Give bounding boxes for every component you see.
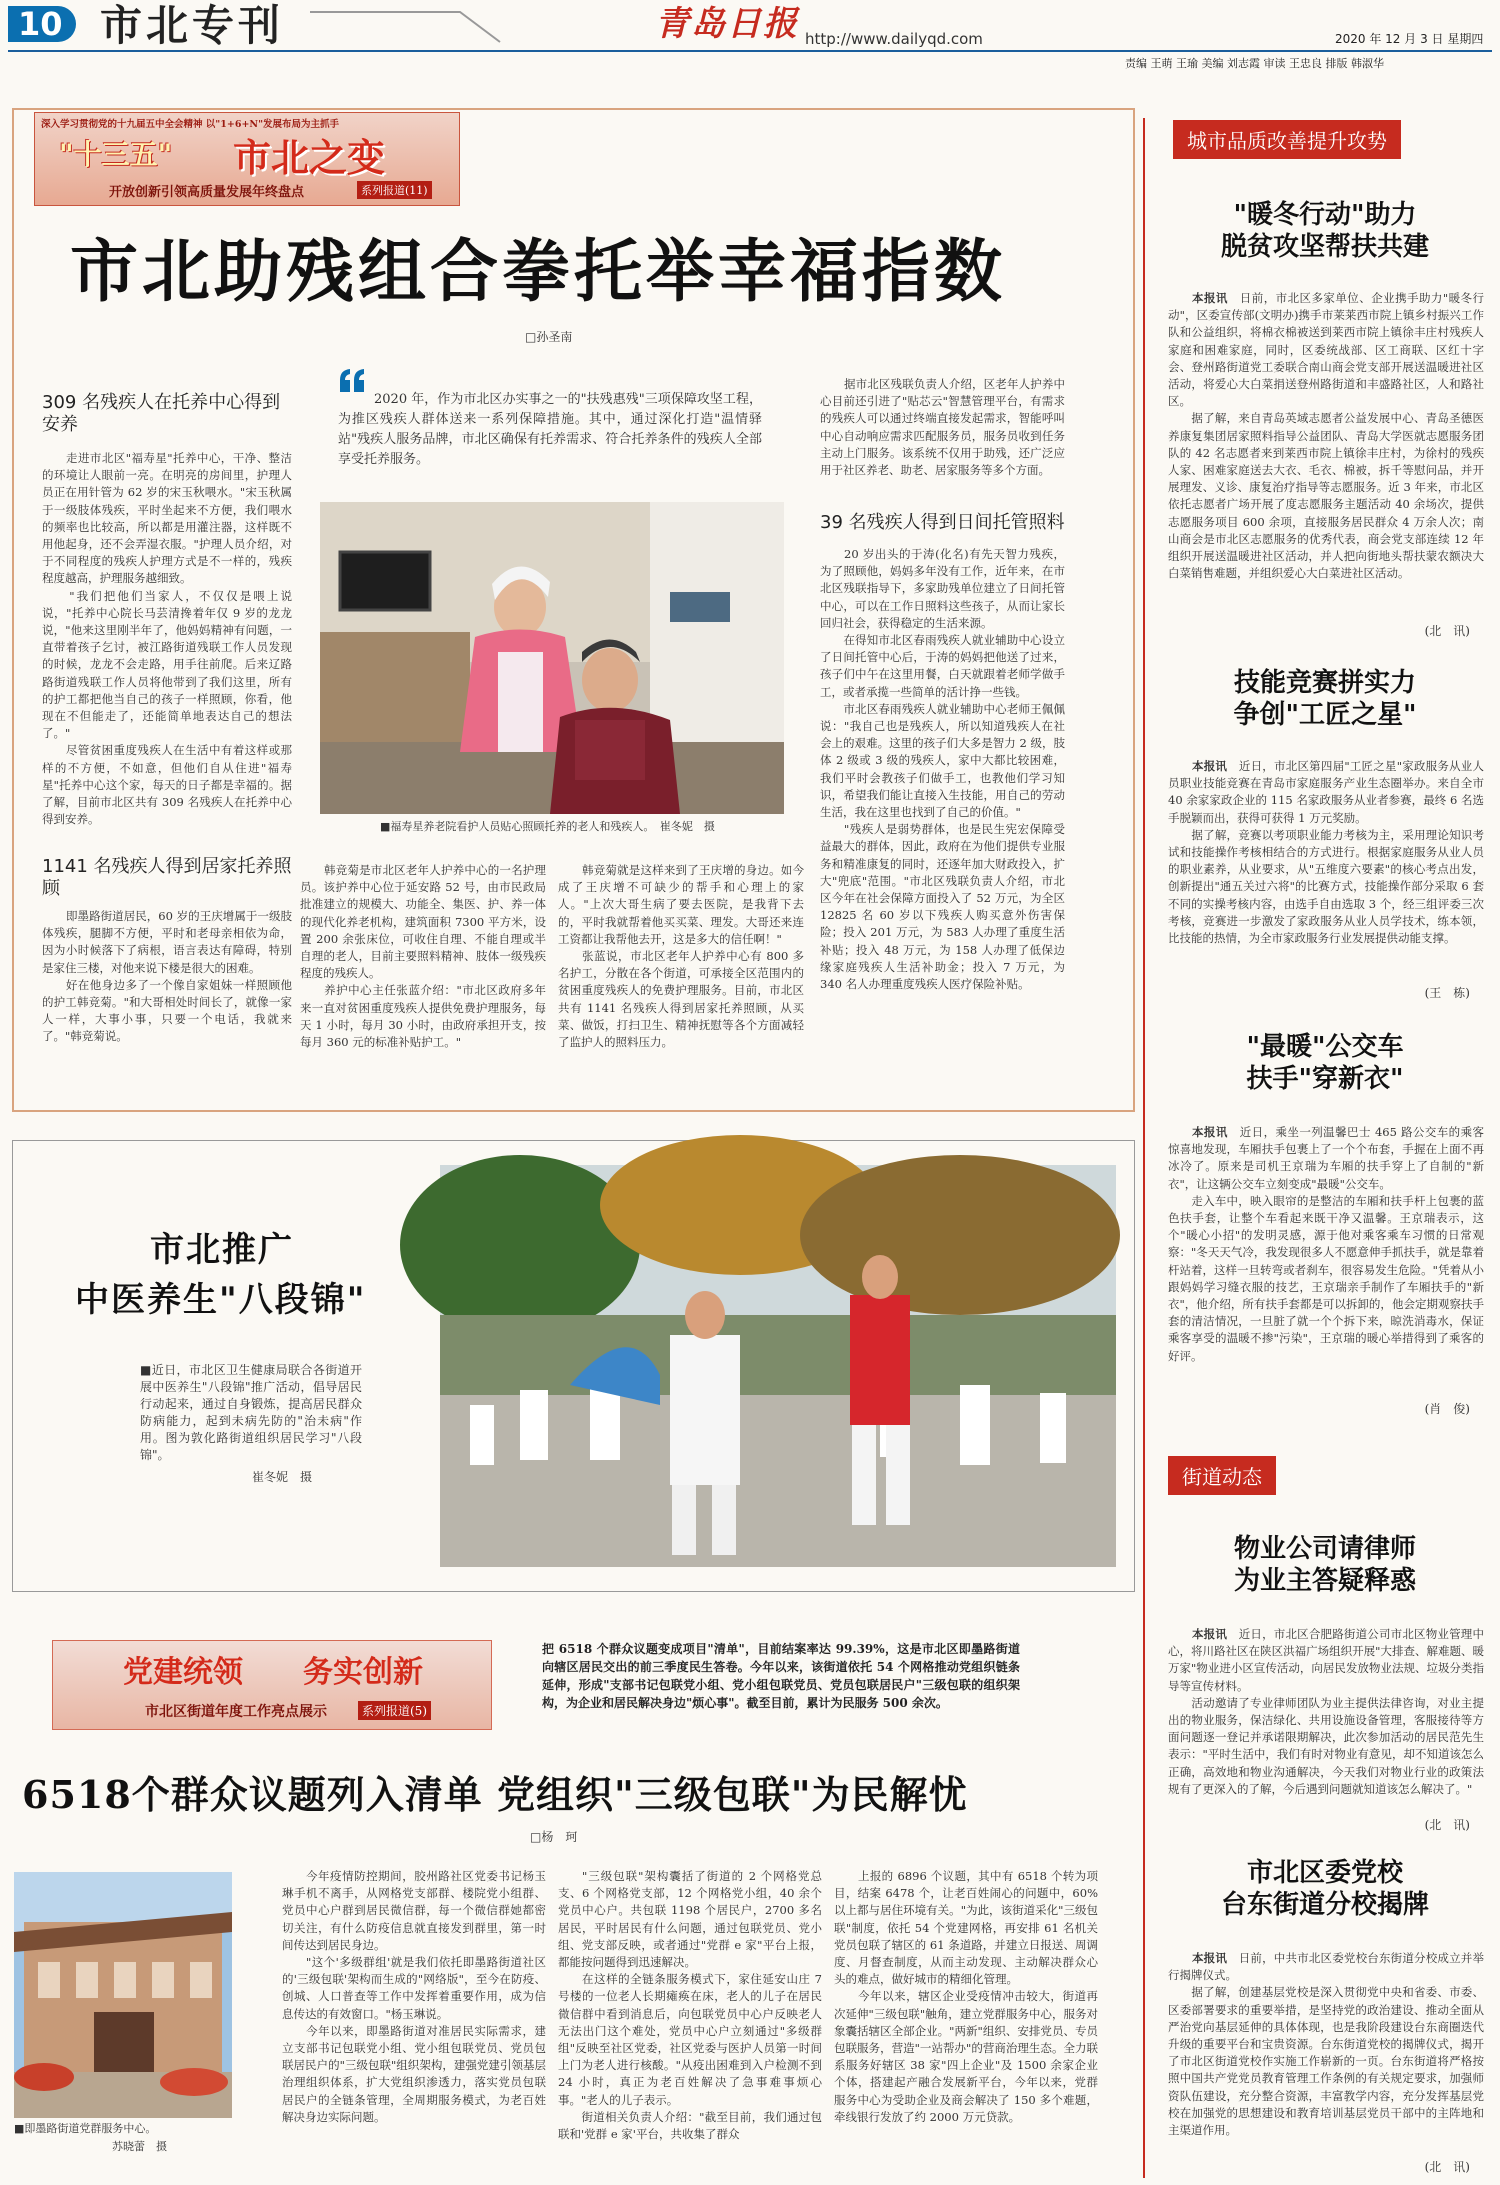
article5-title-2: 台东街道分校揭牌 <box>1220 1890 1429 1920</box>
article3-body <box>1168 1124 1484 1390</box>
lead-headline: 市北助残组合拳托举幸福指数 <box>70 232 1007 312</box>
banner2-title-b: 务实创新 <box>303 1655 423 1690</box>
page-number-box <box>8 6 76 42</box>
banner2-intro: 把 6518 个群众议题变成项目"清单"，目前结案率达 99.39%，这是市北区即墨路街道向辖区居民交出的前三季度民生答卷。今年以来，该街道依托 54 个网格推动党组织链条延伸，形成"支部书记包联党小组、党小组包联党员、党员包联居民户"三级包联的组织架构，为企业和居民解决身边"烦心事"。截至目前，累计为民服务 500 余次。 <box>542 1642 1020 1710</box>
second-author: □杨 珂 <box>530 1830 578 1844</box>
service-photo-credit: 苏晓蕾 摄 <box>112 2140 167 2153</box>
banner2-line2: 市北区街道年度工作亮点展示 <box>145 1704 327 1720</box>
baduanjin-credit: 崔冬妮 摄 <box>252 1470 313 1484</box>
article5-title-1: 市北区委党校 <box>1246 1858 1403 1888</box>
lead-author: □孙圣南 <box>525 330 573 344</box>
lead-col2b: 韩竞菊是市北区老年人护养中心的一名护理员。该护养中心位于延安路 52 号，由市民政局批准建立的规模大、功能全、集医、护、养一体的现代化养老机构，建筑面积 7300 平方米，设置 200 余张床位，可收住自理、不能自理或半自理的老人，目前主要照料精神、肢体一级残疾程度的残疾人。 养护中心主任张蓝介绍："市北区政府多年来一直对贫困重度残疾人提供免费护理服务，每天 1 小时，每月 30 小时，由政府承担开支，按每月 360 元的标准补贴护工。" <box>300 863 546 1050</box>
article2-title-2: 争创"工匠之星" <box>1233 700 1417 730</box>
care-photo-svg <box>320 502 784 814</box>
banner-line1: 深入学习贯彻党的十九届五中全会精神 以"1+6+N"发展布局为主抓手 <box>41 119 340 130</box>
baduanjin-title-2: 中医养生"八段锦" <box>75 1280 367 1320</box>
service-center-photo-svg <box>14 1872 232 2118</box>
lead-intro: 2020 年，作为市北区办实事之一的"扶残惠残"三项保障攻坚工程，为推区残疾人群体送来一系列保障措施。其中，通过深化打造"温情驿站"残疾人服务品牌，市北区确保有托养需求、符合托养条件的残疾人全部享受托养服务。 <box>338 392 762 467</box>
article3-sig: (肖 俊) <box>1424 1402 1470 1416</box>
article3-lead: 本报讯 <box>1192 1125 1228 1139</box>
article3-title-1: "最暖"公交车 <box>1246 1032 1404 1062</box>
second-col2: "三级包联"架构囊括了街道的 2 个网格党总支、6 个网格党支部，12 个网格党小组，40 余个党员中心户。共包联 1198 个居民户，2700 多名居民，平时居民有什么问题，通过包联党员、党小组、党支部反映，或者通过"党群 e 家"平台上报，都能按问题得到迅速解决。 在这样的全链条服务模式下，家住延安山庄 7 号楼的一位老人长期瘫痪在床，老人的儿子在居民微信群中看到消息后，向包联党员中心户反映老人无法出门这个难处，党员中心户立刻通过"多级群组"反映至社区党委，社区党委与医护人员第一时间上门为老人进行核酸。"从疫出困难到入户检测不到 24 小时，真正为老百姓解决了急事难事烦心事。"老人的儿子表示。 街道相关负责人介绍："截至目前，我们通过包联和'党群 e 家'平台，共收集了群众 <box>558 1869 822 2142</box>
article5-body <box>1168 1950 1484 2156</box>
banner2-title-a: 党建统领 <box>123 1655 243 1690</box>
page-number: 10 <box>18 5 63 43</box>
masthead-rule <box>8 50 1492 52</box>
article1-title-1: "暖冬行动"助力 <box>1233 200 1417 230</box>
article1-body <box>1168 290 1484 620</box>
article2-title-1: 技能竞赛拼实力 <box>1233 668 1416 698</box>
care-photo <box>320 502 784 814</box>
article5-lead: 本报讯 <box>1192 1951 1228 1965</box>
subhead-3: 39 名残疾人得到日间托管照料 <box>820 512 1065 533</box>
article1-text: 日前，市北区多家单位、企业携手助力"暖冬行动"，区委宣传部(文明办)携手市莱莱西市院上镇乡村振兴工作队和公益组织，将棉衣棉被送到莱西市院上镇徐丰庄村残疾人家庭和困难家庭，同时，区委统战部、区工商联、区红十字会、登州路街道党工委联合南山商会党支部开展送温暖进社区活动，将爱心大白菜捐送登州路街道和丰盛路社区，人和路社区。 据了解，来自青岛英域志愿者公益发展中心、青岛圣德医养康复集团居家照料指导公益团队、青岛大学医就志愿服务团队的 42 名志愿者来到莱西市院上镇徐丰庄村，为徐村的残疾人家、困难家庭送去大衣、毛衣、棉被，拆千等慰问品，并开展理发、义诊、康复治疗指导等志愿服务。近 3 年来，市北区依托志愿者广场开展了度志愿服务主题活动 40 余场次，提供志愿服务项目 600 余项，直接服务居民群众 4 万余人次；南山商会是市北区志愿服务的优秀代表，商会党支部连续 12 年组织开展送温暖进社区活动，并人把向街地头帮扶蒙农额决大白菜销售难题，并组织爱心大白菜进社区活动。 <box>1168 291 1485 581</box>
article4-title-1: 物业公司请律师 <box>1233 1534 1416 1564</box>
banner-title: 市北之变 <box>233 135 386 180</box>
lead-col1: 走进市北区"福寿星"托养中心，干净、整洁的环境让人眼前一亮。在明亮的房间里，护理人员正在用针管为 62 岁的宋玉秋喂水。"宋玉秋属于一级肢体残疾，平时坐起来不方便，我们喂水的频率也比较高，所以都是用灌注器，这样既不用他起身，还不会弄湿衣服。"护理人员介绍，对于不同程度的残疾人护理方式是不一样的，残疾程度越高，护理服务越细致。 "我们把他们当家人，不仅仅是喂上说说，"托养中心院长马芸清搀着年仅 9 岁的龙龙说，"他来这里刚半年了，他妈妈精神有问题，一直带着孩子乞讨，被江路街道残联工作人员发现的时候，龙龙不会走路，用手往前爬。后来辽路路街道残联工作人员将他带到了我们这里，所有的护工都把他当自己的孩子一样照顾，你看，他现在不但能走了，还能简单地表达自己的想法了。" 尽管贫困重度残疾人在生活中有着这样或那样的不方便，不如意，但他们自从住进"福寿星"托养中心这个家，每天的日子都是幸福的。据了解，目前市北区共有 309 名残疾人在托养中心得到安养。 <box>42 451 292 827</box>
baduanjin-title-1: 市北推广 <box>150 1230 294 1270</box>
banner-line3: 开放创新引领高质量发展年终盘点 <box>109 185 305 200</box>
article1-title-2: 脱贫攻坚帮扶共建 <box>1220 232 1429 262</box>
service-photo-caption: ■即墨路街道党群服务中心。 <box>14 2122 157 2135</box>
editor-credits: 责编 王萌 王瑜 美编 刘志霞 审读 王忠良 排版 韩淑华 <box>1125 57 1384 70</box>
banner-series-tag: 系列报道(11) <box>357 181 432 199</box>
banner-title-quote: "十三五" <box>59 138 173 171</box>
lead-col4b: 20 岁出头的于涛(化名)有先天智力残疾，为了照顾他，妈妈多年没有工作，近年来，在市北区残联指导下，多家助残单位建立了日间托管中心，可以在工作日照料这些孩子，从而让家长回归社会，获得稳定的生活来源。 在得知市北区春雨残疾人就业辅助中心设立了日间托管中心后，于涛的妈妈把他送了过来，孩子们中午在这里用餐，白天就跟着老师学做手工，或者承揽一些简单的活计挣一些钱。 市北区春雨残疾人就业辅助中心老师王佩佩说："我自己也是残疾人，所以知道残疾人在社会上的艰难。这里的孩子们大多是智力 2 级，肢体 2 级或 3 级的残疾人，家中大都比较困难，我们平时会教孩子们做手工，也教他们学习知识，希望我们能让直接入生技能，用自己的劳动生活，我在这里也找到了自己的价值。" "残疾人是弱势群体，也是民生宪宏保障受益最大的群体，因此，政府在为他们提供专业服务和精准康复的同时，还逐年加大财政投入，扩大"兜底"范围。"市北区残联负责人介绍，市北区今年在社会保障方面投入了 52 万元，为全区 12825 名 60 岁以下残疾人购买意外伤害保险；投入 201 万元，为 583 人办理了重度生活补贴；投入 48 万元，为 158 人办理了低保边缘家庭残疾人生活补助金；投入 7 万元，为 340 名人办理重度残疾人医疗保险补贴。 <box>820 547 1065 992</box>
series-banner-2 <box>52 1640 492 1730</box>
article4-title-2: 为业主答疑释惑 <box>1233 1566 1416 1596</box>
section-header-city: 城市品质改善提升攻势 <box>1173 120 1401 159</box>
masthead-divider <box>310 10 510 44</box>
article4-sig: (北 讯) <box>1424 1818 1470 1832</box>
lead-col3b: 韩竞菊就是这样来到了王庆增的身边。如今成了王庆增不可缺少的帮手和心理上的家人。"上次大哥生病了要去医院，是我背下去的，平时我就帮着他买买菜、理发。大哥还来连工资都让我帮他去开，这是多大的信任啊！" 张蓝说，市北区老年人护养中心有 800 多名护工，分散在各个街道，可承接全区范围内的贫困重度残疾人的免费护理服务。目前，市北区共有 1141 名残疾人得到居家托养照顾，从买菜、做饭，打扫卫生、精神抚慰等各个方面减轻了监护人的照料压力。 <box>558 863 804 1050</box>
section-name: 市北专刊 <box>100 1 285 50</box>
second-headline: 6518个群众议题列入清单 党组织"三级包联"为民解忧 <box>22 1772 968 1817</box>
article5-sig: (北 讯) <box>1424 2160 1470 2174</box>
second-col3: 上报的 6896 个议题，其中有 6518 个转为项目，结案 6478 个，让老百姓闹心的问题中，60%以上都与居住环境有关。"为此，该街道采化"三级包联"制度，依托 54 个党建网格，再安排 61 名机关党员包联了辖区的 61 条道路，并建立日报送、周调度、月督查制度，从而主动发现、主动解决群众心头的难点，做好城市的精细化管理。 今年以来，辖区企业受疫情冲击较大，街道再次延伸"三级包联"触角，建立党群服务中心，服务对象囊括辖区全部企业。"两新"组织、安排党员、专员包联服务，营造"一站帮办"的营商治理生态。全力联系服务好辖区 38 家"四上企业"及 1500 余家企业个体，搭建起产融合发展新平台，今年以来，党群服务中心为受助企业及商会解决了 150 多个难题，牵线银行发放了约 2000 万元贷款。 <box>834 1869 1098 2124</box>
second-col1: 今年疫情防控期间，胶州路社区党委书记杨玉琳手机不离手，从网格党支部群、楼院党小组群、党员中心户群到居民微信群，每一个微信群她都密切关注，有什么防疫信息就直接发到群里，第一时间传达到居民身边。 "这个'多级群组'就是我们依托即墨路街道社区的'三级包联'架构而生成的"网络版"，至今在防疫、创城、人口普查等工作中发挥着重要作用，成为信息传达的有效窗口。"杨玉琳说。 今年以来，即墨路街道对准居民实际需求，建立支部书记包联党小组、党小组包联党员、党员包联居民户的"三级包联"组织架构，建强党建引领基层治理组织体系，扩大党组织渗透力，落实党员包联居民户的全链条管理，全周期服务模式，为老百姓解决身边实际问题。 <box>282 1869 546 2124</box>
article3-title-2: 扶手"穿新衣" <box>1246 1064 1404 1094</box>
paper-logo: 青岛日报 <box>655 4 799 44</box>
section-header-street: 街道动态 <box>1168 1456 1276 1495</box>
article5-text: 日前，中共市北区委党校台东街道分校成立并举行揭牌仪式。 据了解，创建基层党校是深入贯彻党中央和省委、市委、区委部署要求的重要举措，是坚持党的政治建设、推动全面从严治党向基层延伸的具体体现，也是我阶段建设台东商圈迭代升级的重要平台和宝贵资源。台东街道党校的揭牌仪式，揭开了市北区街道党校作实施工作崭新的一页。台东街道将严格按照中国共产党党员教育管理工作条例的有关规定要求，加强师资队伍建设，充分整合资源，丰富教学内容，充分发挥基层党校在加强党的思想建设和教育培训基层党员干部中的主阵地和主渠道作用。 <box>1168 1951 1484 2138</box>
article2-text: 近日，市北区第四届"工匠之星"家政服务从业人员职业技能竞赛在青岛市家庭服务产业生态圈举办。来自全市 40 余家家政企业的 115 名家政服务从业者参赛，最终 6 名选手脱颖而出，获得可获得 1 万元奖励。 据了解，竞赛以考项职业能力考核为主，采用理论知识考试和技能操作考核相结合的方式进行。根据家庭服务从业人员的职业素养，从业要求，从"五维度六要素"的核心考点出发，创新提出"通五关过六将"的比赛方式，技能操作部分采取 6 套不同的实操考核内容，由选手自由选取 3 个，经三组评委三次考核，竞赛进一步激发了家政服务从业人员学技术，练本领，比技能的热情，为全市家政服务行业发展提供动能支撑。 <box>1168 759 1485 946</box>
right-column-rule <box>1143 118 1145 2178</box>
baduanjin-caption: ■近日，市北区卫生健康局联合各街道开展中医养生"八段锦"推广活动，倡导居民行动起来，通过自身锻炼，提高居民群众防病能力，起到未病先防的"治未病"作用。图为敦化路街道组织居民学习"八段锦"。 <box>140 1363 362 1462</box>
baduanjin-photo <box>440 1165 1116 1567</box>
subhead-1: 309 名残疾人在托养中心得到安养 <box>42 392 281 435</box>
article2-body <box>1168 758 1484 980</box>
care-photo-caption: ■福寿星养老院看护人员贴心照顾托养的老人和残疾人。 崔冬妮 摄 <box>380 820 715 833</box>
issue-date: 2020 年 12 月 3 日 星期四 <box>1335 32 1484 46</box>
baduanjin-photo-svg <box>440 1165 1116 1567</box>
subhead-2: 1141 名残疾人得到居家托养照顾 <box>42 856 292 899</box>
article2-lead: 本报讯 <box>1192 759 1228 773</box>
article4-lead: 本报讯 <box>1192 1627 1228 1641</box>
article3-text: 近日，乘坐一列温馨巴士 465 路公交车的乘客惊喜地发现，车厢扶手包裹上了一个个布套，手握在上面不再冰冷了。原来是司机王京瑞为车厢的扶手穿上了自制的"新衣"，让这辆公交车立刻变成"最暖"公交车。 走入车中，映入眼帘的是整洁的车厢和扶手杆上包裹的蓝色扶手套，让整个车看起来既干净又温馨。王京瑞表示，这个"暖心小招"的发明灵感，源于他对乘客乘车习惯的日常观察："冬天天气冷，我发现很多人不愿意伸手抓扶手，就是靠着杆站着，这样一旦转弯或者刹车，很容易发生危险。"凭着从小跟妈妈学习缝衣服的技艺，王京瑞亲手制作了车厢扶手的"新衣"，他介绍，所有扶手套都是可以拆卸的，他会定期观察扶手套的清洁情况，一旦脏了就一个个拆下来，晾洗消毒水，保证乘客享受的温暖不掺"污染"，王京瑞的暖心举措得到了乘客的好评。 <box>1168 1125 1485 1363</box>
banner2-tag: 系列报道(5) <box>358 1701 431 1720</box>
article4-text: 近日，市北区合肥路街道公司市北区物业管理中心，将川路社区在陕区洪福广场组织开展"大排查、解难题、暖万家"物业进小区宣传活动，向居民发放物业法规、垃圾分类指导等宣传材料。 活动邀请了专业律师团队为业主提供法律咨询，对业主提出的物业服务，保洁绿化、共用设施设备管理，客服接待等方面问题逐一登记并承诺限期解决，此次参加活动的居民范先生表示："平时生活中，我们有时对物业有意见，却不知道该怎么正确，高效地和物业沟通解决，今天我们对物业行业的政策法规有了更深入的了解，今后遇到问题就知道该怎么解决了。" <box>1168 1627 1484 1796</box>
service-center-photo <box>14 1872 232 2118</box>
paper-url[interactable]: http://www.dailyqd.com <box>805 30 983 48</box>
article4-body <box>1168 1626 1484 1822</box>
series-banner <box>34 112 460 206</box>
article1-lead: 本报讯 <box>1192 291 1228 305</box>
lead-col1b: 即墨路街道居民，60 岁的王庆增属于一级肢体残疾，腿脚不方便，平时和老母亲相依为命，因为小时候落下了病根，语言表达有障碍，特别是家住三楼，对他来说下楼是很大的困难。 好在他身边多了一个像自家姐妹一样照顾他的护工韩竞菊。"和大哥相处时间长了，就像一家人一样，大事小事，只要一个电话，我就来了。"韩竞菊说。 <box>42 909 292 1044</box>
article2-sig: (王 栋) <box>1424 986 1470 1000</box>
lead-col4: 据市北区残联负责人介绍，区老年人护养中心目前还引进了"贴芯云"智慧管理平台，有需求的残疾人可以通过终端直接发起需求，智能呼叫中心自动响应需求匹配服务员，服务员收到任务主动上门服务。该系统不仅用于助残，还广泛应用于社区养老、助老、居家服务等多个方面。 <box>820 377 1065 478</box>
article1-sig: (北 讯) <box>1424 624 1470 638</box>
